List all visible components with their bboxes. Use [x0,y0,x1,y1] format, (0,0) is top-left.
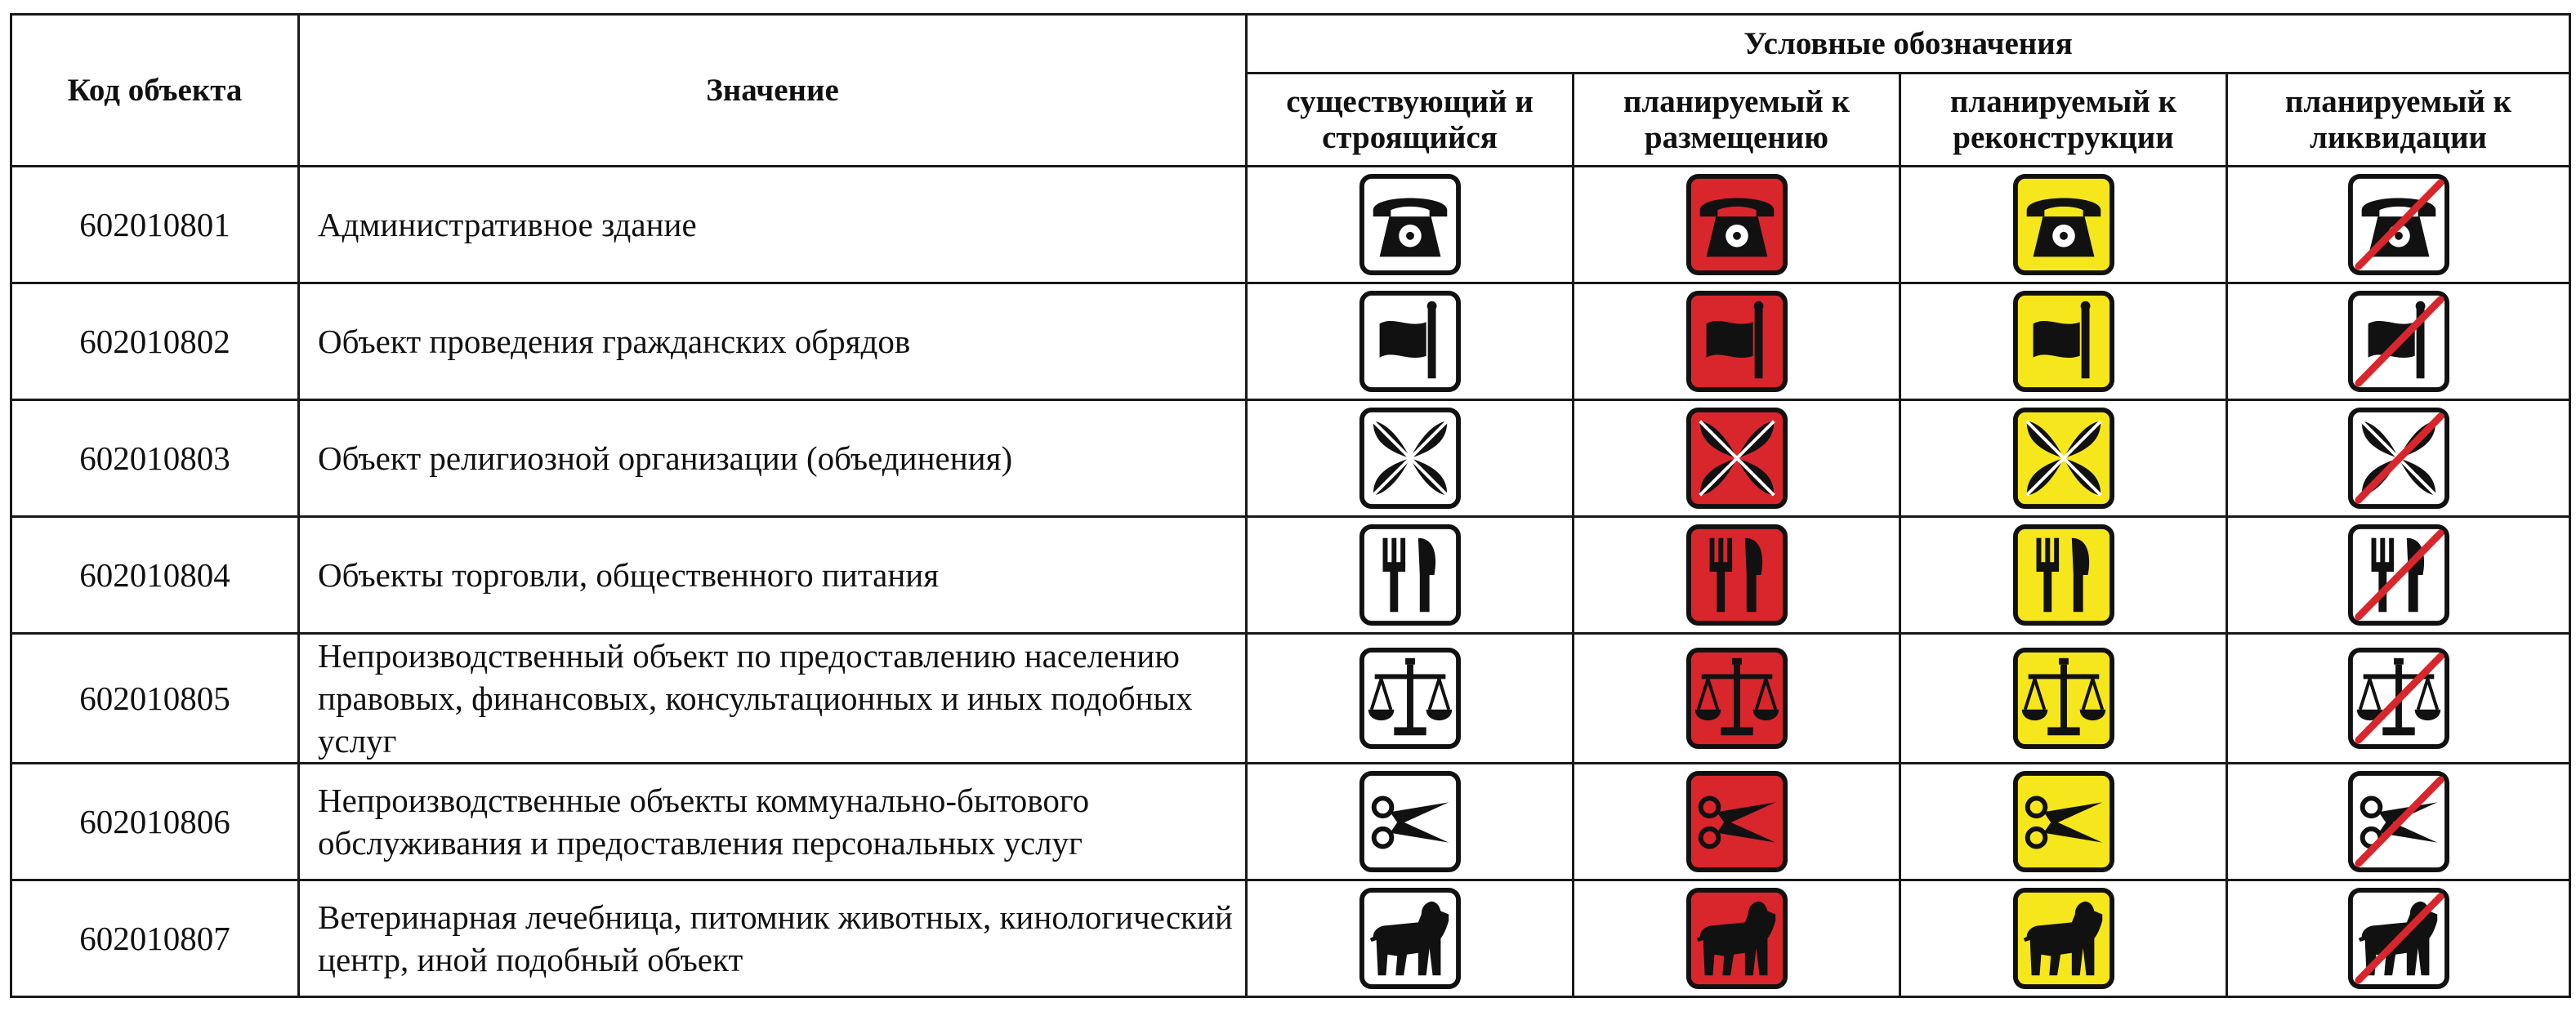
telephone-icon [1680,173,1794,276]
petals-icon [1353,407,1467,510]
symbol-cell-planned [1574,764,1900,880]
header-state-existing [1247,74,1574,167]
flag-icon [2007,290,2121,393]
fork-knife-icon [1680,524,1794,626]
table-row [11,400,2570,517]
symbol-cell-liquid [2227,517,2570,634]
scales-icon [2007,647,2121,750]
symbol-cell-planned [1574,167,1900,283]
symbol-cell-existing [1247,283,1574,400]
header-code: Код объекта [11,15,299,167]
symbol-cell-liquid [2227,764,2570,880]
fork-knife-icon [2007,524,2121,626]
fork-knife-icon [2342,524,2456,626]
header-meaning: Значение [299,15,1247,167]
fork-knife-icon [1353,524,1467,626]
scissors-icon [2007,770,2121,873]
header-state-line2: размещению [1644,119,1829,155]
dog-icon [2007,887,2121,990]
symbol-cell-existing [1247,517,1574,634]
petals-icon [2007,407,2121,510]
header-state-line2: ликвидации [2310,119,2488,155]
object-code: 602010803 [11,400,299,517]
symbol-cell-existing [1247,880,1574,997]
legend-table [10,13,2571,998]
petals-icon [2342,407,2456,510]
object-meaning: Объекты торговли, общественного питания [299,517,1247,634]
symbol-cell-existing [1247,400,1574,517]
object-meaning: Объект проведения гражданских обрядов [299,283,1247,400]
header-state-line1: планируемый к [1949,83,2177,119]
petals-icon [1680,407,1794,510]
symbol-cell-planned [1574,880,1900,997]
flag-icon [2342,290,2456,393]
table-row [11,167,2570,283]
symbol-cell-liquid [2227,634,2570,764]
header-state-line2: строящийся [1322,119,1498,155]
table-row [11,283,2570,400]
header-state-planned [1574,74,1900,167]
symbol-cell-planned [1574,634,1900,764]
symbol-cell-existing [1247,634,1574,764]
object-meaning: Непроизводственные объекты коммунально-бытового обслуживания и предоставления персональных услуг [299,764,1247,880]
symbol-cell-reconstr [1900,634,2227,764]
dog-icon [1353,887,1467,990]
object-meaning: Административное здание [299,167,1247,283]
scales-icon [1353,647,1467,750]
header-state-liquidation [2227,74,2570,167]
object-code: 602010806 [11,764,299,880]
object-code: 602010804 [11,517,299,634]
symbol-cell-planned [1574,517,1900,634]
header-state-reconstruction [1900,74,2227,167]
telephone-icon [2342,173,2456,276]
header-symbols: Условные обозначения [1247,15,2570,74]
header-state-line1: существующий и [1286,83,1534,119]
object-meaning: Непроизводственный объект по предоставлению населению правовых, финансовых, консультационных и иных подобных услуг [299,634,1247,764]
object-code: 602010805 [11,634,299,764]
symbol-cell-liquid [2227,400,2570,517]
scales-icon [1680,647,1794,750]
object-code: 602010807 [11,880,299,997]
symbol-cell-reconstr [1900,283,2227,400]
symbol-cell-liquid [2227,880,2570,997]
dog-icon [2342,887,2456,990]
legend-body [11,167,2570,997]
symbol-cell-liquid [2227,167,2570,283]
object-meaning: Объект религиозной организации (объединения) [299,400,1247,517]
symbol-cell-reconstr [1900,517,2227,634]
symbol-cell-existing [1247,167,1574,283]
scissors-icon [1680,770,1794,873]
symbol-cell-liquid [2227,283,2570,400]
scales-icon [2342,647,2456,750]
symbol-cell-reconstr [1900,400,2227,517]
flag-icon [1353,290,1467,393]
symbol-cell-reconstr [1900,764,2227,880]
symbol-cell-planned [1574,283,1900,400]
table-row [11,517,2570,634]
header-state-line2: реконструкции [1953,119,2174,155]
telephone-icon [1353,173,1467,276]
flag-icon [1680,290,1794,393]
header-state-line1: планируемый к [1623,83,1851,119]
object-meaning: Ветеринарная лечебница, питомник животных, кинологический центр, иной подобный объект [299,880,1247,997]
table-row [11,634,2570,764]
dog-icon [1680,887,1794,990]
table-row [11,764,2570,880]
header-state-line1: планируемый к [2284,83,2512,119]
scissors-icon [2342,770,2456,873]
symbol-cell-reconstr [1900,880,2227,997]
table-row [11,880,2570,997]
scissors-icon [1353,770,1467,873]
symbol-cell-reconstr [1900,167,2227,283]
symbol-cell-planned [1574,400,1900,517]
telephone-icon [2007,173,2121,276]
object-code: 602010801 [11,167,299,283]
symbol-cell-existing [1247,764,1574,880]
object-code: 602010802 [11,283,299,400]
